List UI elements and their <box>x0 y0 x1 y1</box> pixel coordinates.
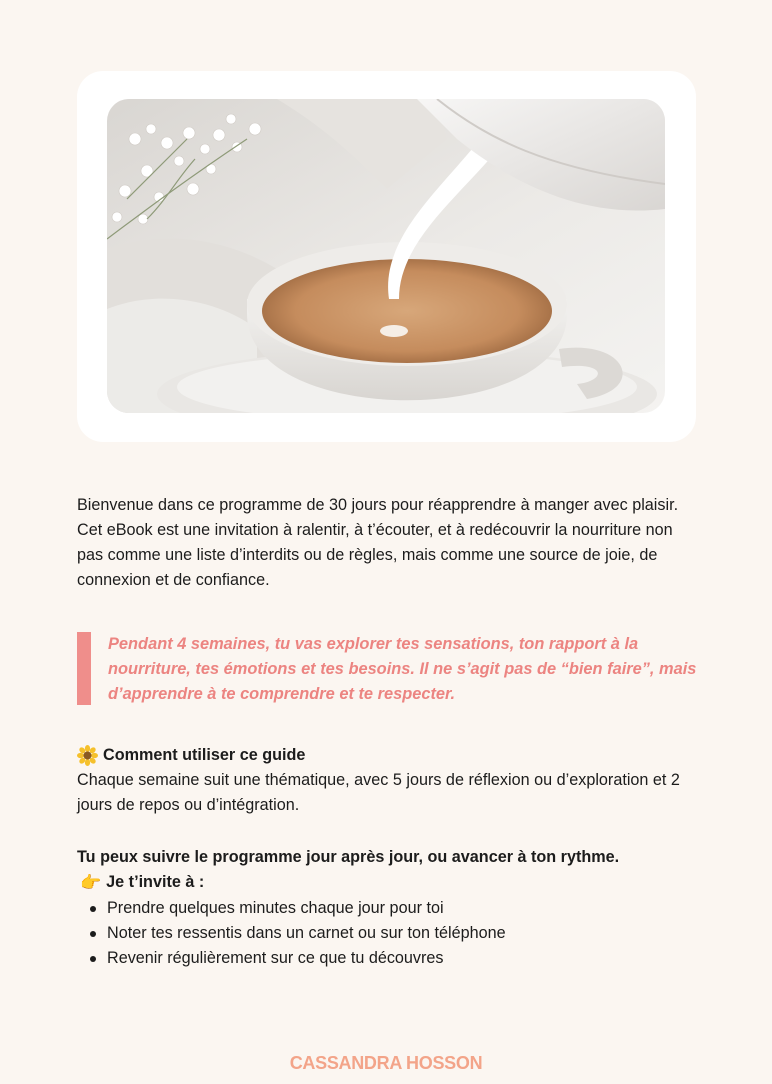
footer-brand: CASSANDRA HOSSON <box>289 1053 483 1073</box>
pointing-hand-icon: 👉 <box>80 873 102 892</box>
list-item: Noter tes ressentis dans un carnet ou sur ton téléphone <box>87 921 506 946</box>
list-item: Revenir régulièrement sur ce que tu découvres <box>87 946 506 971</box>
sunflower-icon <box>77 745 98 766</box>
invite-label: Je t’invite à : <box>106 873 205 891</box>
intro-paragraph: Bienvenue dans ce programme de 30 jours pour réapprendre à manger avec plaisir. Cet eBook est une invitation à ralentir, à t’écouter, et à redécouvrir la nourriture non pas comme une liste d’interdits ou de règles, mais comme une source de joie, de connexion et de confiance. <box>77 496 679 589</box>
follow-text: Tu peux suivre le programme jour après jour, ou avancer à ton rythme. <box>77 848 620 866</box>
invite-heading <box>80 870 204 895</box>
hero-photo-card <box>77 71 696 442</box>
list-item: Prendre quelques minutes chaque jour pour toi <box>87 896 506 921</box>
quote-text: Pendant 4 semaines, tu vas explorer tes sensations, ton rapport à la nourriture, tes émotions et tes besoins. Il ne s’agit pas de “bien faire”, mais d’apprendre à te comprendre et te respecter. <box>108 635 697 703</box>
coffee-photo <box>107 99 665 413</box>
howto-title-row <box>77 743 717 768</box>
howto-title: Comment utiliser ce guide <box>103 746 306 764</box>
howto-section <box>77 743 717 818</box>
invite-list <box>87 896 506 971</box>
howto-text: Chaque semaine suit une thématique, avec 5 jours de réflexion ou d’exploration et 2 jours de repos ou d’intégration. <box>77 771 680 814</box>
coffee-milk-pour-illustration <box>107 99 665 413</box>
quote-accent-bar <box>77 632 91 705</box>
